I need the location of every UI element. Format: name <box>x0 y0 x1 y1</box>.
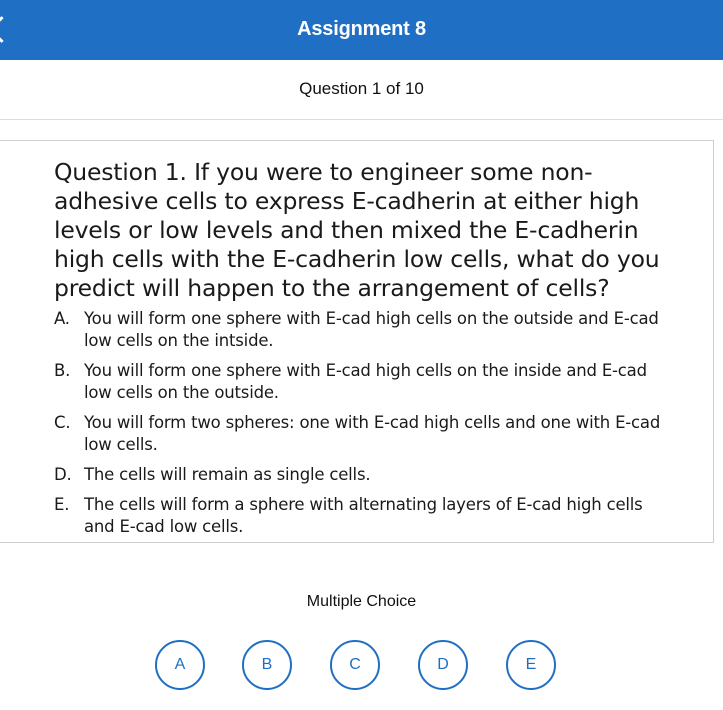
answer-choices <box>0 640 723 694</box>
choice-b-button[interactable]: B <box>242 640 292 690</box>
choice-e-button[interactable]: E <box>506 640 556 690</box>
question-text: Question 1. If you were to engineer some non-adhesive cells to express E-cadherin at either high levels or low levels and then mixed the E-cadherin high cells with the E-cadherin low cells, what do you predict will happen to the arrangement of cells? <box>54 158 660 302</box>
option-e <box>54 494 674 538</box>
question-card <box>0 140 714 543</box>
app-header <box>0 0 723 60</box>
option-a <box>54 308 674 352</box>
question-count: Question 1 of 10 <box>299 79 424 98</box>
option-text: You will form one sphere with E-cad high cells on the inside and E-cad low cells on the outside. <box>84 361 647 402</box>
choice-d-button[interactable]: D <box>418 640 468 690</box>
option-text: The cells will form a sphere with alternating layers of E-cad high cells and E-cad low cells. <box>84 495 643 536</box>
option-text: You will form one sphere with E-cad high cells on the outside and E-cad low cells on the intside. <box>84 309 659 350</box>
option-b <box>54 360 674 404</box>
option-letter: A. <box>54 309 70 328</box>
option-letter: B. <box>54 361 71 380</box>
option-d <box>54 464 674 486</box>
question-progress-bar <box>0 60 723 120</box>
option-text: The cells will remain as single cells. <box>84 465 371 484</box>
option-letter: D. <box>54 465 72 484</box>
options-list <box>54 308 674 546</box>
option-c <box>54 412 674 456</box>
choice-c-button[interactable]: C <box>330 640 380 690</box>
answer-type-label: Multiple Choice <box>306 593 417 610</box>
choice-a-button[interactable]: A <box>155 640 205 690</box>
option-text: You will form two spheres: one with E-cad high cells and one with E-cad low cells. <box>84 413 661 454</box>
option-letter: C. <box>54 413 71 432</box>
option-letter: E. <box>54 495 70 514</box>
page-title: Assignment 8 <box>297 18 426 40</box>
